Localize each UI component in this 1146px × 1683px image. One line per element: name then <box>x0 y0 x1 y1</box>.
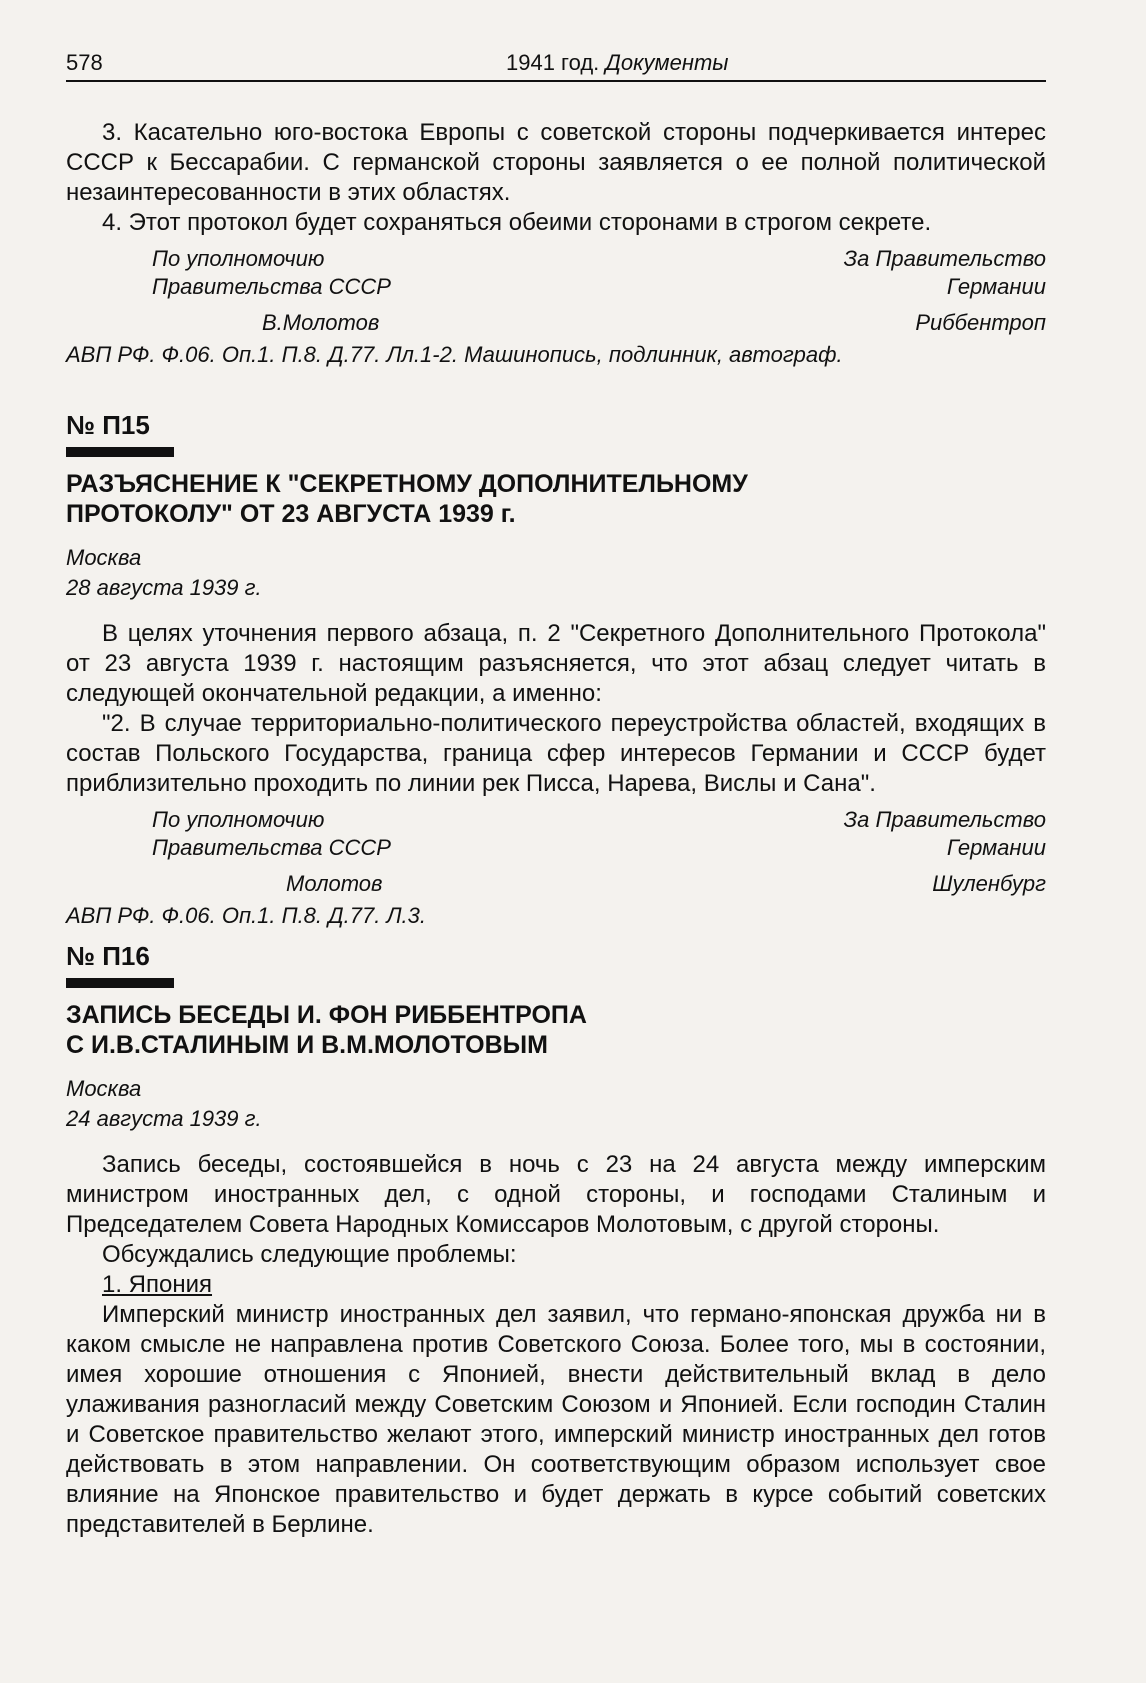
sig-right-name: Риббентроп <box>915 310 1046 335</box>
p16-body-3: Имперский министр иностранных дел заявил, что германо-японская дружба ни в каком смысле не направлена против Советского Союза. Более того, мы в состоянии, имея хорошие отношения с Японией, внести действительный вклад в дело улаживания разногласий между Советским Союзом и Японией. Если господин Сталин и Советское правительство желают этого, имперский министр иностранных дел готов действовать в этом направлении. Он соответствующим образом использует свое влияние на Японское правительство и будет держать в курсе событий советских представителей в Берлине. <box>66 1301 1046 1538</box>
sig-left-line1: По уполномочию <box>152 246 325 271</box>
p15-rule <box>66 447 174 457</box>
p15-archive-ref: АВП РФ. Ф.06. Оп.1. П.8. Д.77. Л.3. <box>66 903 426 928</box>
p15-date: 28 августа 1939 г. <box>66 575 262 600</box>
p16-title-line2: С И.В.СТАЛИНЫМ И В.М.МОЛОТОВЫМ <box>66 1031 548 1059</box>
sig-right-line2: Германии <box>946 274 1046 299</box>
p15-number: № П15 <box>66 410 150 440</box>
sig-left-name: В.Молотов <box>262 310 380 335</box>
sig-left-line2: Правительства СССР <box>152 835 391 860</box>
p16-place: Москва <box>66 1076 142 1101</box>
p15-body-1: В целях уточнения первого абзаца, п. 2 "Секретного Дополнительного Протокола" от 23 августа 1939 г. настоящим разъясняется, что этот абзац следует читать в следующей окончательной редакции, а именно: <box>66 620 1046 707</box>
sig-right-line1: За Правительство <box>843 807 1046 832</box>
p15-signatures <box>66 807 1046 901</box>
p14-archive-ref: АВП РФ. Ф.06. Оп.1. П.8. Д.77. Лл.1-2. Машинопись, подлинник, автограф. <box>66 342 843 367</box>
p16-body-1: Запись беседы, состоявшейся в ночь с 23 на 24 августа между имперским министром иностранных дел, с одной стороны, и господами Сталиным и Председателем Совета Народных Комиссаров Молотовым, с другой стороны. <box>66 1151 1046 1238</box>
sig-left-name: Молотов <box>286 871 383 896</box>
p16-date: 24 августа 1939 г. <box>66 1106 262 1131</box>
p15-title-line2: ПРОТОКОЛУ" ОТ 23 АВГУСТА 1939 г. <box>66 500 516 528</box>
p15-title-line1: РАЗЪЯСНЕНИЕ К "СЕКРЕТНОМУ ДОПОЛНИТЕЛЬНОМУ <box>66 470 748 498</box>
p16-body-2: Обсуждались следующие проблемы: <box>102 1241 517 1268</box>
p16-section-heading: 1. Япония <box>102 1271 213 1298</box>
running-header <box>66 50 1046 82</box>
p16-title-line1: ЗАПИСЬ БЕСЕДЫ И. ФОН РИББЕНТРОПА <box>66 1001 587 1029</box>
p16-number: № П16 <box>66 941 150 971</box>
page-content <box>66 118 1046 1540</box>
p14-paragraph-4: 4. Этот протокол будет сохраняться обеими сторонами в строгом секрете. <box>102 209 932 236</box>
sig-right-line2: Германии <box>946 835 1046 860</box>
sig-right-name: Шуленбург <box>932 871 1046 896</box>
p16-rule <box>66 978 174 988</box>
sig-left-line2: Правительства СССР <box>152 274 391 299</box>
p14-signatures <box>66 246 1046 340</box>
p15-place: Москва <box>66 545 142 570</box>
running-title: 1941 год. Документы <box>506 50 729 75</box>
sig-left-line1: По уполномочию <box>152 807 325 832</box>
p15-body-2: "2. В случае территориально-политического переустройства областей, входящих в состав Польского Государства, граница сфер интересов Германии и СССР будет приблизительно проходить по линии рек Писса, Нарева, Вислы и Сана". <box>66 710 1046 797</box>
sig-right-line1: За Правительство <box>843 246 1046 271</box>
page-number: 578 <box>66 50 103 75</box>
p14-paragraph-3: 3. Касательно юго-востока Европы с советской стороны подчеркивается интерес СССР к Бессарабии. С германской стороны заявляется о ее полной политической незаинтересованности в этих областях. <box>66 119 1046 206</box>
